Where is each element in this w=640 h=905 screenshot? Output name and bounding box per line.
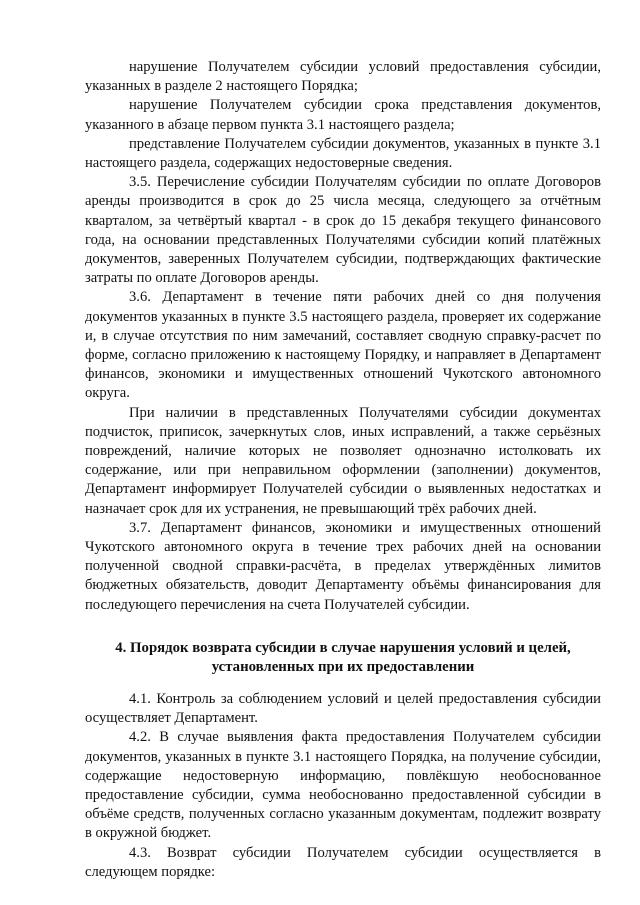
paragraph-3-5: 3.5. Перечисление субсидии Получателям субсидии по оплате Договоров аренды производится в срок до 25 числа месяца, следующего за отчётным кварталом, за четвёртый квартал - в срок до 15 декабря текущего финансового года, на основании представленных Получателями субсидии копий платёжных документов, заверенных Получателем субсидии, подтверждающих фактические затраты по оплате Договоров аренды. xyxy=(85,174,601,287)
paragraph-3-7: 3.7. Департамент финансов, экономики и имущественных отношений Чукотского автономного округа в течение трех рабочих дней на основании полученной сводной справки-расчёта, в пределах утверждённых лимитов бюджетных обязательств, доводит Департаменту объёмы финансирования для последующего перечисления на счета Получателей субсидии. xyxy=(85,519,601,613)
paragraph-4-1: 4.1. Контроль за соблюдением условий и целей предоставления субсидии осуществляет Департамент. xyxy=(85,690,601,727)
section-4-heading xyxy=(85,639,601,678)
document-page xyxy=(85,58,601,882)
paragraph-violation-deadline: нарушение Получателем субсидии срока представления документов, указанного в абзаце первом пункта 3.1 настоящего раздела; xyxy=(85,97,601,133)
section-4-heading-line1: 4. Порядок возврата субсидии в случае нарушения условий и целей, xyxy=(115,639,571,656)
paragraph-3-6: 3.6. Департамент в течение пяти рабочих дней со дня получения документов указанных в пункте 3.5 настоящего раздела, проверяет их содержание и, в случае отсутствия по ним замечаний, составляет сводную справку-расчет по форме, согласно приложению к настоящему Порядку, и направляет в Департамент финансов, экономики и имущественных отношений Чукотского автономного округа. xyxy=(85,289,601,402)
paragraph-4-3: 4.3. Возврат субсидии Получателем субсидии осуществляется в следующем порядке: xyxy=(85,844,601,880)
paragraph-4-2: 4.2. В случае выявления факта предоставления Получателем субсидии документов, указанных в пункте 3.1 настоящего Порядка, на получение субсидии, содержащие недостоверную информацию, повлёкшую необоснованное предоставление субсидии, сумма необоснованно предоставленной субсидии в объёме средств, полученных согласно указанным документам, подлежит возврату в окружной бюджет. xyxy=(85,729,601,842)
paragraph-document-defects: При наличии в представленных Получателями субсидии документах подчисток, приписок, зачеркнутых слов, иных исправлений, а также серьёзных повреждений, наличие которых не позволяет однозначно истолковать их содержание, или при неправильном оформлении (заполнении) документов, Департамент информирует Получателей субсидии о выявленных недостатках и назначает срок для их устранения, не превышающий трёх рабочих дней. xyxy=(85,404,601,517)
section-4-heading-line2: установленных при их предоставлении xyxy=(211,659,475,676)
paragraph-false-documents: представление Получателем субсидии документов, указанных в пункте 3.1 настоящего раздела, содержащих недостоверные сведения. xyxy=(85,135,601,172)
paragraph-violation-conditions: нарушение Получателем субсидии условий предоставления субсидии, указанных в разделе 2 настоящего Порядка; xyxy=(85,59,601,95)
